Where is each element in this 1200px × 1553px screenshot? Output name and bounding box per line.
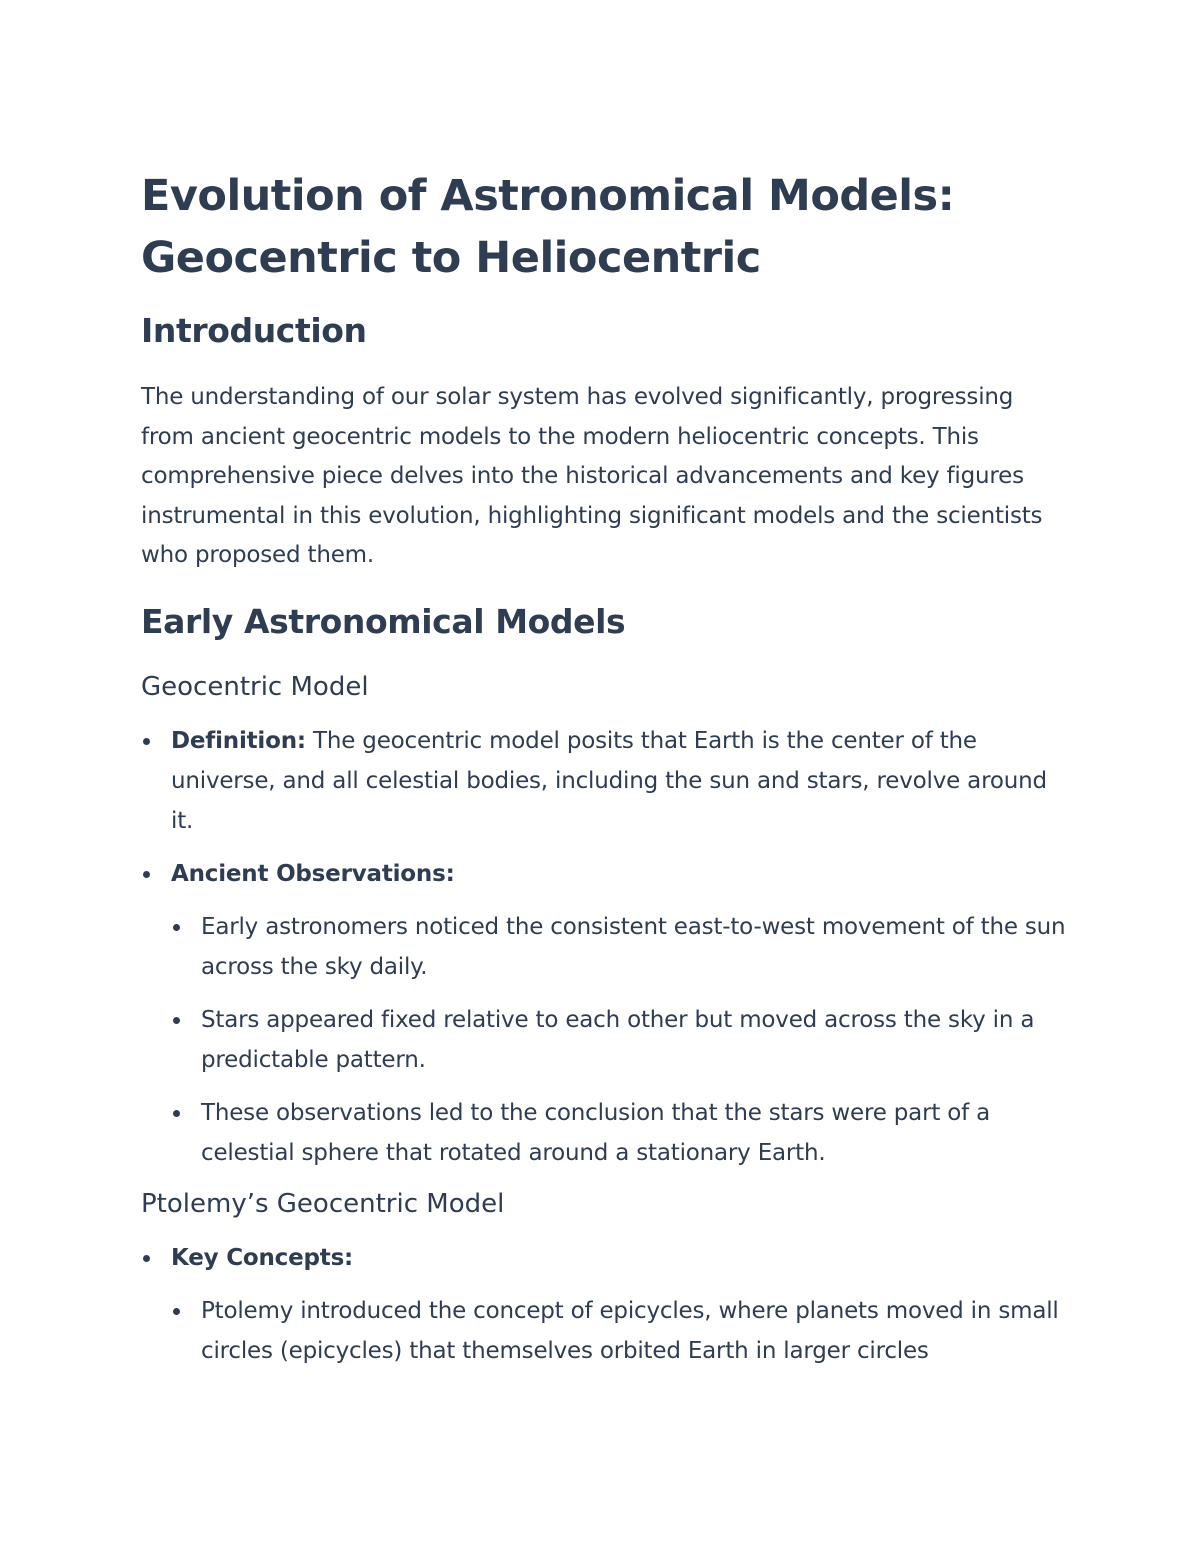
- list-item: [141, 854, 1071, 1173]
- geocentric-heading: Geocentric Model: [141, 671, 369, 702]
- definition-text: The geocentric model posits that Earth is the center of the universe, and all celestial bodies, including the sun and stars, revolve around it.: [171, 727, 1047, 834]
- document-title: [141, 165, 1071, 289]
- title-line-2: Geocentric to Heliocentric: [141, 233, 761, 283]
- list-item: Early astronomers noticed the consistent east-to-west movement of the sun across the sky daily.: [171, 907, 1071, 987]
- early-models-heading: Early Astronomical Models: [141, 601, 626, 641]
- ptolemy-list: [141, 1238, 1071, 1371]
- key-concepts-label: Key Concepts:: [171, 1244, 354, 1271]
- intro-paragraph: The understanding of our solar system has evolved significantly, progressing from ancient geocentric models to the modern heliocentric concepts. This comprehensive piece delves into the historical advancements and key figures instrumental in this evolution, highlighting significant models and the scientists who proposed them.: [141, 384, 1043, 568]
- concepts-list: [171, 1291, 1071, 1371]
- observations-label: Ancient Observations:: [171, 860, 455, 887]
- observations-list: [171, 907, 1071, 1173]
- definition-label: Definition:: [171, 727, 306, 754]
- list-item: [141, 721, 1071, 841]
- list-item: Stars appeared fixed relative to each other but moved across the sky in a predictable pattern.: [171, 1000, 1071, 1080]
- intro-heading: Introduction: [141, 311, 367, 350]
- title-line-1: Evolution of Astronomical Models:: [141, 171, 955, 221]
- geocentric-list: [141, 721, 1071, 1173]
- ptolemy-heading: Ptolemy’s Geocentric Model: [141, 1188, 505, 1219]
- list-item: Ptolemy introduced the concept of epicycles, where planets moved in small circles (epicycles) that themselves orbited Earth in larger circles: [171, 1291, 1071, 1371]
- list-item: [141, 1238, 1071, 1371]
- list-item: These observations led to the conclusion that the stars were part of a celestial sphere that rotated around a stationary Earth.: [171, 1093, 1071, 1173]
- document-page: [141, 165, 1071, 1384]
